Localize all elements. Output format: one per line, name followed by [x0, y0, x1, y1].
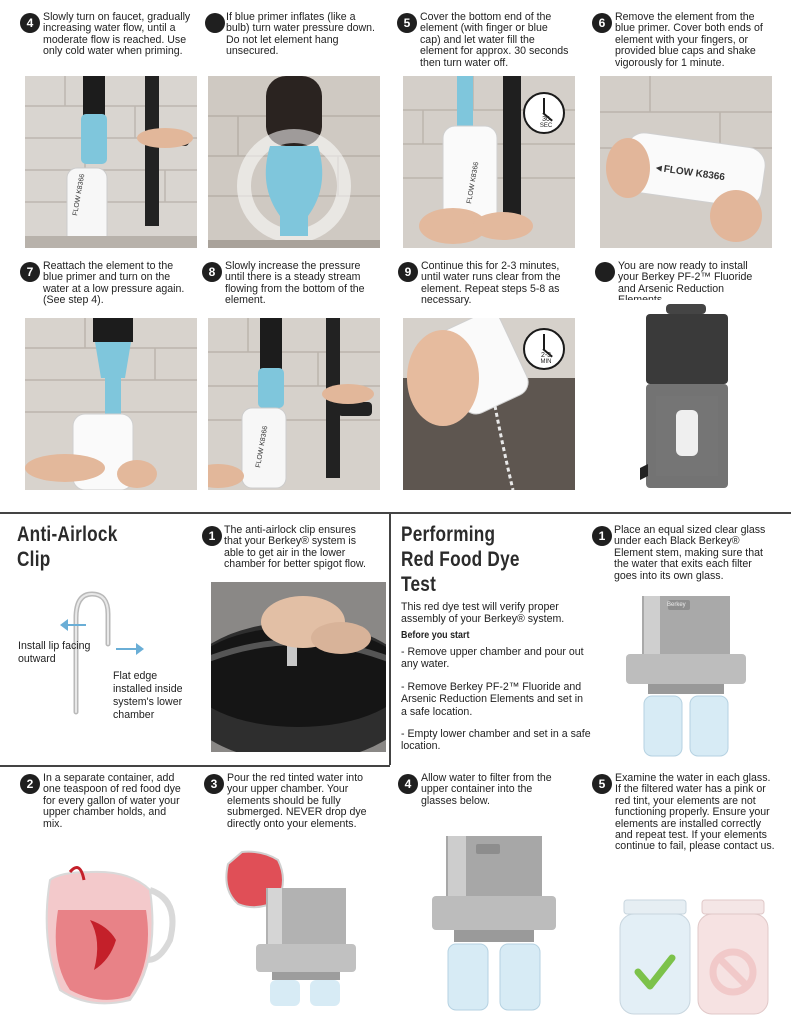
- timer-value: 30: [542, 116, 550, 123]
- timer-value: 2-3: [540, 352, 552, 359]
- photo-berkey-system: [600, 300, 772, 492]
- photo-increase-pressure: [208, 318, 380, 490]
- step-text: You are now ready to install your Berkey PF-2™ Fluoride and Arsenic Reduction: [618, 260, 753, 295]
- step-number-badge: 7: [20, 262, 40, 282]
- step-text: If blue primer inflates (like a bulb) turn water pressure down. Do not let element hang unsecured.: [226, 11, 375, 58]
- step-text: Remove the element from the blue primer. Cover both ends of element with your fingers, or provided blue caps and shake vigorously for 1 minute.: [615, 11, 763, 69]
- anti-airlock-title-line2: Clip: [17, 548, 51, 571]
- step-text: Pour the red tinted water into your upper chamber. Your elements should be fully submerged. NEVER drop dye directly onto your elements.: [227, 772, 367, 830]
- illustration-examine-water: [618, 896, 772, 1016]
- dye-test-bullet-1: - Remove upper chamber and pour out any water.: [401, 646, 584, 671]
- arrow-right-head: [136, 643, 144, 655]
- dye-test-title-line1: Performing: [401, 523, 496, 546]
- dye-test-intro: This red dye test will verify proper assembly of your Berkey® system.: [401, 601, 565, 626]
- dye-test-subheading: Before you start: [401, 629, 470, 641]
- step-text: Continue this for 2-3 minutes, until water runs clear from the element. Repeat steps 5-8 as necessary.: [421, 260, 561, 307]
- anti-airlock-step-text: The anti-airlock clip ensures that your Berkey® system is able to get air in the lower chamber for better spigot flow.: [224, 524, 366, 571]
- dye-test-title-line2: Red Food Dye: [401, 548, 520, 571]
- step-text: Cover the bottom end of the element (with finger or blue cap) and let water fill the element for approx. 30 seconds then turn water off.: [420, 11, 569, 69]
- svg-text:◄FLOW K8366: ◄FLOW K8366: [653, 162, 726, 184]
- timer-unit: MIN: [540, 359, 552, 365]
- arrow-left-head: [60, 619, 68, 631]
- dye-test-title-line3: Test: [401, 573, 437, 596]
- step-text: Reattach the element to the blue primer and turn on the water at a low pressure again. (See step 4).: [43, 260, 185, 307]
- step-number-badge: 4: [398, 774, 418, 794]
- illustration-glasses-under-stems: [620, 596, 752, 760]
- photo-reattach-element: [25, 318, 197, 490]
- label-install-lip: Install lip facing outward: [18, 640, 91, 665]
- step-number-badge: 2: [20, 774, 40, 794]
- photo-clip-install: [211, 582, 386, 752]
- step-number-badge: 4: [20, 13, 40, 33]
- step-number-badge: 9: [398, 262, 418, 282]
- step-number-badge: 5: [397, 13, 417, 33]
- bullet-dot: [595, 262, 615, 282]
- step-number-badge: 8: [202, 262, 222, 282]
- arrow-right-icon: [116, 648, 138, 650]
- step-number-badge: 1: [202, 526, 222, 546]
- step-number-badge: 6: [592, 13, 612, 33]
- dye-test-step1-text: Place an equal sized clear glass under each Black Berkey® Element stem, making sure that the water that exits each filter goes into its own glass.: [614, 524, 766, 582]
- photo-turn-on-faucet: [25, 76, 197, 248]
- label-flat-edge: Flat edge installed inside system's lower chamber: [113, 670, 183, 721]
- step-text: Slowly turn on faucet, gradually increasing water flow, until a moderate flow is reached. Use only cold water when priming.: [43, 11, 191, 58]
- photo-shake-element: [600, 76, 772, 248]
- dye-test-bullet-2: - Remove Berkey PF-2™ Fluoride and Arsenic Reduction Elements and set in a safe location.: [401, 681, 583, 718]
- svg-text:FLOW K8366: FLOW K8366: [255, 425, 270, 469]
- timer-unit: SEC: [539, 123, 553, 129]
- step-text: Allow water to filter from the upper container into the glasses below.: [421, 772, 552, 807]
- timer-30-sec-icon: [523, 92, 565, 134]
- step-text: In a separate container, add one teaspoon of red food dye for every gallon of water your upper chamber holds, and mix.: [43, 772, 181, 830]
- berkey-logo-badge: Berkey: [667, 602, 686, 608]
- svg-text:FLOW K8366: FLOW K8366: [466, 161, 481, 205]
- illustration-filter-into-glasses: [432, 836, 556, 1012]
- illustration-pour-dye: [222, 840, 362, 1006]
- section-divider: [0, 512, 791, 514]
- svg-text:FLOW K8366: FLOW K8366: [72, 173, 87, 217]
- step-text: Slowly increase the pressure until there is a steady stream flowing from the bottom of the element.: [225, 260, 365, 307]
- photo-primer-inflates: [208, 76, 380, 248]
- section-divider-vertical: [389, 512, 391, 765]
- dye-test-bullet-3: - Empty lower chamber and set in a safe location.: [401, 728, 591, 753]
- step-number-badge: 5: [592, 774, 612, 794]
- anti-airlock-title-line1: Anti-Airlock: [17, 523, 118, 546]
- step-text: Examine the water in each glass. If the filtered water has a pink or red tint, your elements are not functioning properly. Ensure your elements are installed correctly and repeat test. If your elements continue to fail, please contact us.: [615, 772, 775, 853]
- bullet-dot: [205, 13, 225, 33]
- timer-2-3-min-icon: [523, 328, 565, 370]
- section-divider: [0, 765, 390, 767]
- step-number-badge: 1: [592, 526, 612, 546]
- step-number-badge: 3: [204, 774, 224, 794]
- illustration-red-dye-pitcher: [30, 850, 180, 1010]
